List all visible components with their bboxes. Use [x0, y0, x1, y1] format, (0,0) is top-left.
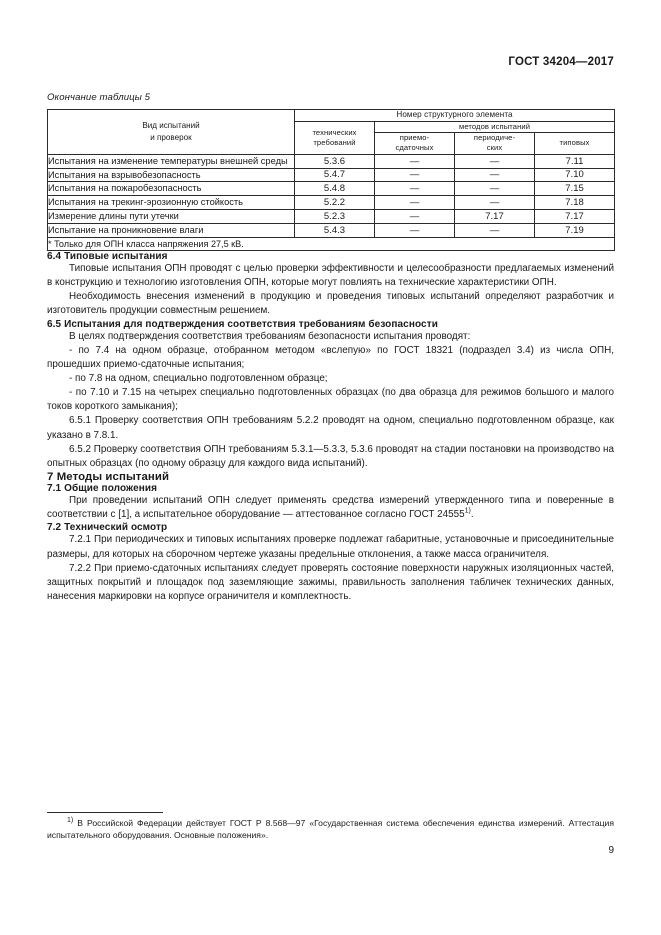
- table-row: [48, 182, 615, 196]
- row-0-typical: 7.11: [535, 154, 615, 168]
- bullet-6-5-3: - по 7.10 и 7.15 на четырех специально подготовленных образцах (по два образца для режимов большого и малого токов короткого замыкания);: [47, 387, 614, 413]
- footnote-reference: 1): [464, 507, 471, 515]
- header-test-type-line2: и проверок: [150, 132, 192, 142]
- row-4-acceptance: —: [375, 209, 455, 223]
- paragraph-7-2-1: 7.2.1 При периодических и типовых испытаниях проверке подлежат габаритные, установочные и присоединительные размеры, для которых на сборочном чертеже указаны предельные отклонения, а также масса ограничителя.: [47, 534, 614, 560]
- header-periodic-line2: ских: [486, 143, 503, 153]
- table-caption: Окончание таблицы 5: [47, 92, 151, 103]
- table-body: [48, 154, 615, 250]
- page-content: [47, 92, 614, 604]
- row-2-typical: 7.15: [535, 182, 615, 196]
- bullet-6-5-1: - по 7.4 на одном образце, отобранном методом «вслепую» по ГОСТ 18321 (подраздел 3.4) из числа ОПН, прошедших приемо-сдаточные испытания;: [47, 344, 614, 370]
- header-periodic-tests: [455, 133, 535, 155]
- footnote-body: В Российской Федерации действует ГОСТ Р 8.568—97 «Государственная система обеспечения единства измерений. Аттестация испытательного оборудования. Основные положения».: [47, 818, 614, 841]
- row-2-acceptance: —: [375, 182, 455, 196]
- row-2-name: Испытания на пожаробезопасность: [48, 182, 295, 196]
- table-row: [48, 223, 615, 237]
- paragraph-7-1-1: [47, 494, 614, 522]
- table-row: [48, 168, 615, 182]
- table-note: * Только для ОПН класса напряжения 27,5 кВ.: [48, 237, 615, 250]
- heading-6-5: 6.5 Испытания для подтверждения соответствия требованиям безопасности: [47, 318, 438, 330]
- table-header-row-1: [48, 110, 615, 122]
- paragraph-6-4-2: Необходимость внесения изменений в продукцию и проведения типовых испытаний определяют разработчик и изготовитель продукции совместным решением.: [47, 291, 614, 317]
- header-test-methods: методов испытаний: [375, 121, 615, 132]
- footnote-rule: [47, 812, 163, 813]
- table-row: [48, 154, 615, 168]
- header-acceptance-line1: приемо-: [399, 133, 430, 143]
- heading-7: 7 Методы испытаний: [47, 471, 170, 484]
- row-3-typical: 7.18: [535, 196, 615, 210]
- paragraph-7-1-1-text: При проведении испытаний ОПН следует применять средства измерений утвержденного типа и поверенные в соответствии с [1], а испытательное оборудование — аттестованное согласно ГОСТ 24555: [47, 495, 614, 521]
- row-4-tech: 5.2.3: [295, 209, 375, 223]
- row-3-tech: 5.2.2: [295, 196, 375, 210]
- row-2-periodic: —: [455, 182, 535, 196]
- header-test-type-line1: Вид испытаний: [142, 121, 200, 131]
- row-0-tech: 5.3.6: [295, 154, 375, 168]
- row-0-acceptance: —: [375, 154, 455, 168]
- row-0-periodic: —: [455, 154, 535, 168]
- header-typical-tests: типовых: [535, 133, 615, 155]
- paragraph-6-5-2: 6.5.2 Проверку соответствия ОПН требованиям 5.3.1—5.3.3, 5.3.6 проводят на стадии постановки на производство на опытных образцах (по одному образцу для каждого вида испытаний).: [47, 443, 614, 469]
- heading-7-2: 7.2 Технический осмотр: [47, 522, 168, 534]
- table-row: [48, 209, 615, 223]
- bullet-6-5-2: - по 7.8 на одном, специально подготовленном образце;: [69, 373, 328, 384]
- row-4-periodic: 7.17: [455, 209, 535, 223]
- table-row: [48, 196, 615, 210]
- running-header: ГОСТ 34204—2017: [508, 56, 614, 68]
- row-5-acceptance: —: [375, 223, 455, 237]
- heading-6-4: 6.4 Типовые испытания: [47, 250, 168, 262]
- header-acceptance-tests: [375, 133, 455, 155]
- page-number: 9: [608, 845, 614, 856]
- row-2-tech: 5.4.8: [295, 182, 375, 196]
- row-1-acceptance: —: [375, 168, 455, 182]
- header-structural-element: Номер структурного элемента: [295, 110, 615, 122]
- row-3-name: Испытания на трекинг-эрозионную стойкость: [48, 196, 295, 210]
- row-5-name: Испытание на проникновение влаги: [48, 223, 295, 237]
- row-1-periodic: —: [455, 168, 535, 182]
- header-test-type: [48, 110, 295, 155]
- paragraph-6-4-1: Типовые испытания ОПН проводят с целью проверки эффективности и целесообразности предлагаемых изменений в конструкцию и технологию изготовления ОПН, которые могут повлиять на технические характеристики ОПН.: [47, 262, 614, 289]
- row-1-tech: 5.4.7: [295, 168, 375, 182]
- row-4-typical: 7.17: [535, 209, 615, 223]
- row-0-name: Испытания на изменение температуры внешней среды: [48, 154, 295, 168]
- paragraph-6-5-intro: В целях подтверждения соответствия требованиям безопасности испытания проводят:: [69, 330, 471, 342]
- heading-7-1: 7.1 Общие положения: [47, 483, 158, 495]
- footnote-area: [47, 812, 614, 841]
- header-acceptance-line2: сдаточных: [395, 143, 434, 153]
- row-1-typical: 7.10: [535, 168, 615, 182]
- header-technical-requirements: [295, 121, 375, 154]
- paragraph-6-5-1: 6.5.1 Проверку соответствия ОПН требованиям 5.2.2 проводят на одном, специально подготовленном образце, как указано в 7.8.1.: [47, 415, 614, 441]
- row-3-periodic: —: [455, 196, 535, 210]
- paragraph-7-1-1-tail: .: [470, 509, 474, 521]
- row-5-tech: 5.4.3: [295, 223, 375, 237]
- header-tech-req-line1: технических: [312, 127, 357, 137]
- row-4-name: Измерение длины пути утечки: [48, 209, 295, 223]
- row-3-acceptance: —: [375, 196, 455, 210]
- table-5-continuation: [47, 109, 615, 251]
- header-periodic-line1: периодиче-: [473, 133, 516, 143]
- footnote-text: [47, 817, 614, 841]
- row-5-periodic: —: [455, 223, 535, 237]
- header-tech-req-line2: требований: [313, 137, 356, 147]
- table-note-row: [48, 237, 615, 250]
- table-header: [48, 110, 615, 155]
- paragraph-7-2-2: 7.2.2 При приемо-сдаточных испытаниях следует проверять состояние поверхности наружных изоляционных частей, защитных покрытий и площадок под заземляющие зажимы, правильность заполнения табличек технических данных, нанесения маркировки на корпусе ограничителя и комплектность.: [47, 562, 614, 603]
- row-5-typical: 7.19: [535, 223, 615, 237]
- footnote-marker: 1): [67, 817, 74, 825]
- row-1-name: Испытания на взрывобезопасность: [48, 168, 295, 182]
